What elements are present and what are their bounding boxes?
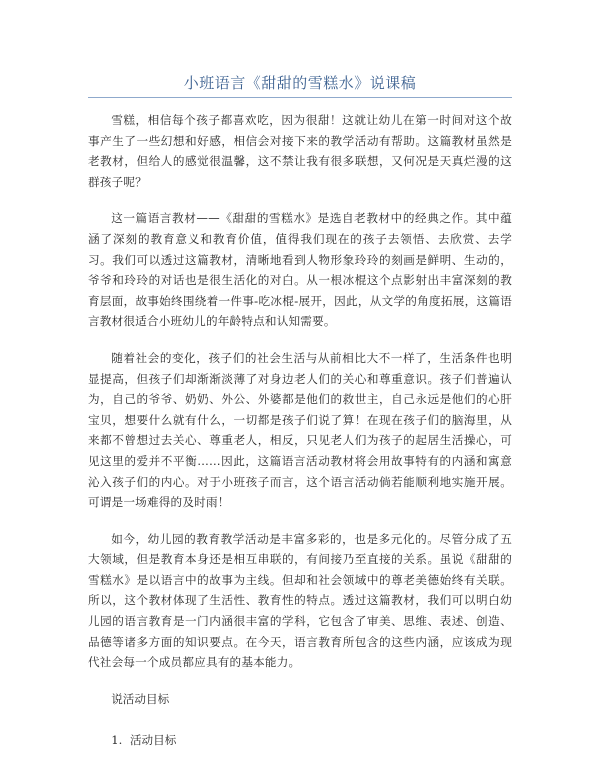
- paragraph: 如今，幼儿园的教育教学活动是丰富多彩的，也是多元化的。尽管分成了五大领域，但是教育本身还是相互串联的，有间接乃至直接的关系。虽说《甜甜的雪糕水》是以语言中的故事为主线。但却和社会领域中的尊老美德始终有关联。所以，这个教材体现了生活性、教育性的特点。透过这篇教材，我们可以明白幼儿园的语言教育是一门内涵很丰富的学科，它包含了审美、思维、表述、创造、品德等诸多方面的知识要点。在今天，语言教育所包含的这些内涵，应该成为现代社会每一个成员都应具有的基本能力。: [88, 531, 512, 670]
- paragraph: 雪糕，相信每个孩子都喜欢吃，因为很甜！这就让幼儿在第一时间对这个故事产生了一些幻想和好感，相信会对接下来的教学活动有帮助。这篇教材虽然是老教材，但给人的感觉很温馨，这不禁让我有很多联想，又何况是天真烂漫的这群孩子呢？: [88, 113, 512, 189]
- title-divider: [88, 97, 512, 98]
- document-body: [88, 110, 512, 750]
- list-item: [88, 730, 512, 750]
- paragraph: 随着社会的变化，孩子们的社会生活与从前相比大不一样了，生活条件也明显提高，但孩子们却渐渐淡薄了对身边老人们的关心和尊重意识。孩子们普遍认为，自己的爷爷、奶奶、外公、外婆都是他们的救世主，自己永远是他们的心肝宝贝，想要什么就有什么，一切都是孩子们说了算！在现在孩子们的脑海里，从来都不曾想过去关心、尊重老人，相反，只见老人们为孩子的起居生活操心，可见这里的爱并不平衡……因此，这篇语言活动教材将会用故事特有的内涵和寓意沁入孩子们的内心。对于小班孩子而言，这个语言活动倘若能顺利地实施开展。可谓是一场难得的及时雨！: [88, 350, 512, 510]
- section-heading: 说活动目标: [111, 691, 170, 706]
- list-item-label: 活动目标: [129, 732, 177, 747]
- paragraph: 这一篇语言教材——《甜甜的雪糕水》是选自老教材中的经典之作。其中蕴涵了深刻的教育意义和教育价值，值得我们现在的孩子去领悟、去欣赏、去学习。我们可以透过这篇教材，清晰地看到人物形象玲玲的刻画是鲜明、生动的，爷爷和玲玲的对话也是很生活化的对白。从一根冰棍这个点影射出丰富深刻的教育层面，故事始终围绕着一件事-吃冰棍-展开，因此，从文学的角度拓展，这篇语言教材很适合小班幼儿的年龄特点和认知需要。: [88, 211, 512, 329]
- list-number: 1.: [111, 732, 123, 747]
- document-title: 小班语言《甜甜的雪糕水》说课稿: [183, 74, 417, 92]
